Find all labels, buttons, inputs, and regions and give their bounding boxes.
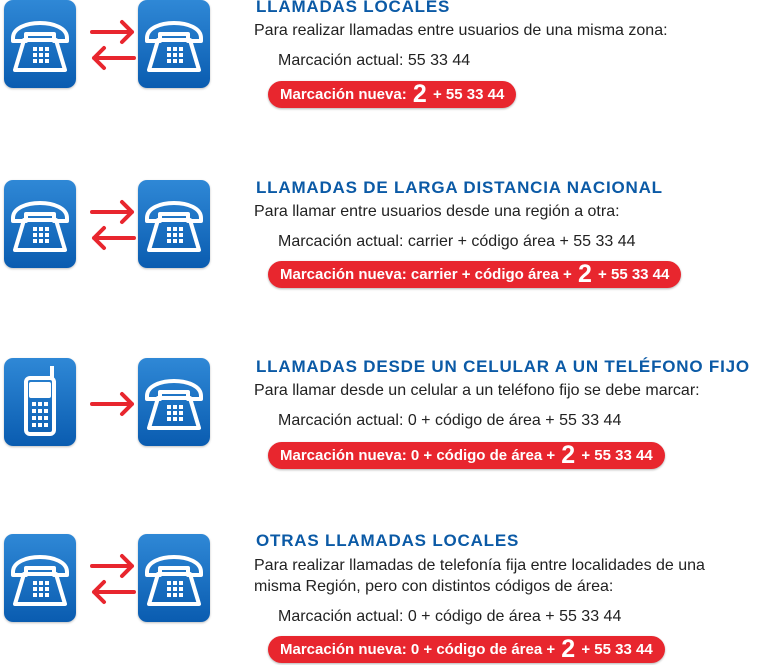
new-dialing-pill [268,81,516,108]
new-dialing-prefix: Marcación nueva: carrier + código área + [280,266,572,283]
section-description: Para realizar llamadas entre usuarios de una misma zona: [254,22,668,39]
cellphone-icon [4,358,76,446]
current-dialing: Marcación actual: carrier + código área + 55 33 44 [278,233,636,250]
new-dialing-suffix: + 55 33 44 [581,641,653,658]
section-description-line-2: misma Región, pero con distintos códigos de área: [254,578,614,595]
new-digit: 2 [561,635,576,663]
new-dialing-pill [268,636,665,663]
current-dialing: Marcación actual: 55 33 44 [278,52,471,69]
new-dialing-prefix: Marcación nueva: 0 + código de área + [280,641,556,658]
new-digit: 2 [561,441,576,469]
new-digit: 2 [577,260,592,288]
section-description-line-1: Para realizar llamadas de telefonía fija entre localidades de una [254,557,705,574]
section-title: LLAMADAS DESDE UN CELULAR A UN TELÉFONO FIJO [256,357,750,376]
phone-icon [138,534,210,622]
new-dialing-prefix: Marcación nueva: [280,86,407,103]
new-digit: 2 [412,80,427,108]
new-dialing-suffix: + 55 33 44 [432,86,505,103]
section-title: OTRAS LLAMADAS LOCALES [256,531,520,550]
phone-icon [4,534,76,622]
current-dialing: Marcación actual: 0 + código de área + 55 33 44 [278,608,622,625]
new-dialing-suffix: + 55 33 44 [598,266,670,283]
phone-icon [138,0,210,88]
new-dialing-pill [268,442,665,469]
phone-icon [4,0,76,88]
new-dialing-suffix: + 55 33 44 [581,447,653,464]
section-description: Para llamar entre usuarios desde una región a otra: [254,203,620,220]
bidirectional-arrow-icon [88,14,138,74]
new-dialing-prefix: Marcación nueva: 0 + código de área + [280,447,556,464]
section-title: LLAMADAS DE LARGA DISTANCIA NACIONAL [256,178,663,197]
phone-icon [138,180,210,268]
phone-icon [4,180,76,268]
section-description: Para llamar desde un celular a un teléfono fijo se debe marcar: [254,382,700,399]
right-arrow-icon [88,374,138,434]
bidirectional-arrow-icon [88,548,138,608]
bidirectional-arrow-icon [88,194,138,254]
section-title: LLAMADAS LOCALES [256,0,451,16]
new-dialing-pill [268,261,681,288]
phone-icon [138,358,210,446]
current-dialing: Marcación actual: 0 + código de área + 55 33 44 [278,412,622,429]
